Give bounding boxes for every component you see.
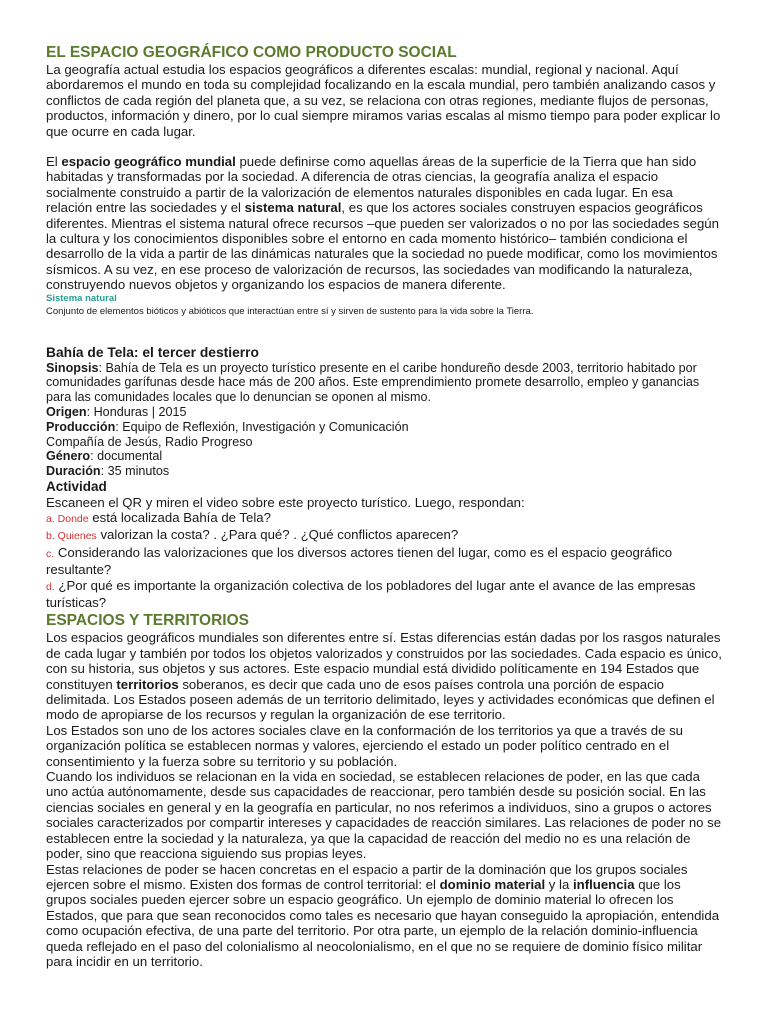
film-genero: Género: documental <box>46 449 163 464</box>
paragraph-relaciones-poder: Cuando los individuos se relacionan en la vida en sociedad, se establecen relaciones de poder, en las que cada uno actúa autónomamente, desde sus capacidades de reaccionar, pero también desde su posición social. En las ciencias sociales en general y en la geografía en particular, no nos referimos a individuos, sino a grupos o actores sociales caracterizados por compartir intereses y capacidades de reacción similares. Las relaciones de poder no se establecen entre la sociedad y la naturaleza, ya que la capacidad de reacción del medio no es una relación de poder, sino que reacciona siguiendo sus propias leyes. <box>46 769 722 862</box>
glossary-title: Sistema natural <box>46 292 117 304</box>
paragraph-espacio-mundial: El espacio geográfico mundial puede definirse como aquellas áreas de la superficie de la Tierra que han sido habitadas y transformadas por la sociedad. A diferencia de otras ciencias, la geografía analiza el espacio socialmente construido a partir de la valorización de elementos naturales disponibles en cada lugar. En esa relación entre las sociedades y el sistema natural, es que los actores sociales construyen espacios geográficos diferentes. Mientras el sistema natural ofrece recursos –que pueden ser valorizados o no por las sociedades según la cultura y los conocimientos disponibles sobre el entorno en cada momento histórico– también condiciona el desarrollo de la vida a partir de las dinámicas naturales que la sociedad no puede modificar, como los movimientos sísmicos. A su vez, en ese proceso de valorización de recursos, las sociedades van modificando la naturaleza, construyendo nuevos objetos y organizando los espacios de manera diferente. <box>46 154 719 293</box>
activity-question-c: c. Considerando las valorizaciones que los diversos actores tienen del lugar, como es el espacio geográfico resultante? <box>46 544 673 578</box>
activity-question-d: d. ¿Por qué es importante la organización colectiva de los pobladores del lugar ante el avance de las empresas turísticas? <box>46 577 696 610</box>
film-info <box>46 361 722 479</box>
activity-title: Actividad <box>46 479 107 495</box>
activity-question-a: a. Donde está localizada Bahía de Tela? <box>46 509 271 525</box>
term-influencia: influencia <box>572 876 635 892</box>
activity-intro: Escaneen el QR y miren el video sobre este proyecto turístico. Luego, respondan: <box>46 494 525 510</box>
term-espacio-geografico-mundial: espacio geográfico mundial <box>61 154 236 170</box>
film-duracion: Duración: 35 minutos <box>46 464 170 479</box>
section-title-espacios-territorios: ESPACIOS Y TERRITORIOS <box>46 612 249 630</box>
film-origen: Origen: Honduras | 2015 <box>46 405 187 420</box>
term-dominio-material: dominio material <box>439 876 546 892</box>
film-title: Bahía de Tela: el tercer destierro <box>46 344 259 360</box>
paragraph-intro: La geografía actual estudia los espacios geográficos a diferentes escalas: mundial, regional y nacional. Aquí abordaremos el mundo en toda su complejidad focalizando en la escala mundial, pero también analizando casos y conflictos de cada región del planeta que, a su vez, se relaciona con otras regiones, mediante flujos de personas, productos, información y dinero, por lo cual siempre miramos varias escalas al mismo tiempo para poder explicar lo que ocurre en cada lugar. <box>46 62 721 139</box>
term-territorios: territorios <box>116 676 179 692</box>
film-produccion-2: Compañía de Jesús, Radio Progreso <box>46 434 253 449</box>
paragraph-dominacion: Estas relaciones de poder se hacen concretas en el espacio a partir de la dominación que los grupos sociales ejercen sobre el mismo. Existen dos formas de control territorial: el dominio material y la influencia que los grupos sociales pueden ejercer sobre un espacio geográfico. Un ejemplo de dominio material lo ofrecen los Estados, que para que sean reconocidos como tales es necesario que hayan conseguido la apropiación, entendida como ocupación efectiva, de una parte del territorio. Por otra parte, un ejemplo de la relación dominio-influencia queda reflejado en el paso del colonialismo al neocolonialismo, en el que no se requiere de dominio físico militar para incidir en un territorio. <box>46 861 720 969</box>
term-sistema-natural: sistema natural <box>244 200 342 216</box>
glossary-definition: Conjunto de elementos bióticos y abióticos que interactúan entre sí y sirven de sustento para la vida sobre la Tierra. <box>46 305 534 317</box>
film-produccion: Producción: Equipo de Reflexión, Investigación y Comunicación <box>46 419 409 434</box>
paragraph-territorios: Los espacios geográficos mundiales son diferentes entre sí. Estas diferencias están dadas por los rasgos naturales de cada lugar y también por todos los objetos valorizados y construidos por las sociedades. Cada espacio es único, con su historia, sus objetos y sus actores. Este espacio mundial está dividido políticamente en 194 Estados que constituyen territorios soberanos, es decir que cada uno de esos países controla una porción de espacio delimitada. Los Estados poseen además de un territorio delimitado, leyes y actividades económicas que definen el modo de apropiarse de los recursos y regulan la organización de ese territorio. <box>46 630 722 723</box>
section-title-espacio-geografico: EL ESPACIO GEOGRÁFICO COMO PRODUCTO SOCIAL <box>46 44 457 61</box>
film-sinopsis: Sinopsis: Bahía de Tela es un proyecto turístico presente en el caribe hondureño desde 2003, territorio habitado por comunidades garífunas desde hace más de 200 años. Este emprendimiento promete desarrollo, empleo y ganancias para las comunidades locales que lo denuncian se oponen al mismo. <box>46 360 700 405</box>
paragraph-estados: Los Estados son uno de los actores sociales clave en la conformación de los territorios ya que a través de su organización política se establecen normas y valores, ejerciendo el estado un poder político centrado en el consentimiento y la fuerza sobre su territorio y su población. <box>46 722 684 769</box>
activity-question-b: b. Quienes valorizan la costa? . ¿Para qué? . ¿Qué conflictos aparecen? <box>46 527 459 543</box>
